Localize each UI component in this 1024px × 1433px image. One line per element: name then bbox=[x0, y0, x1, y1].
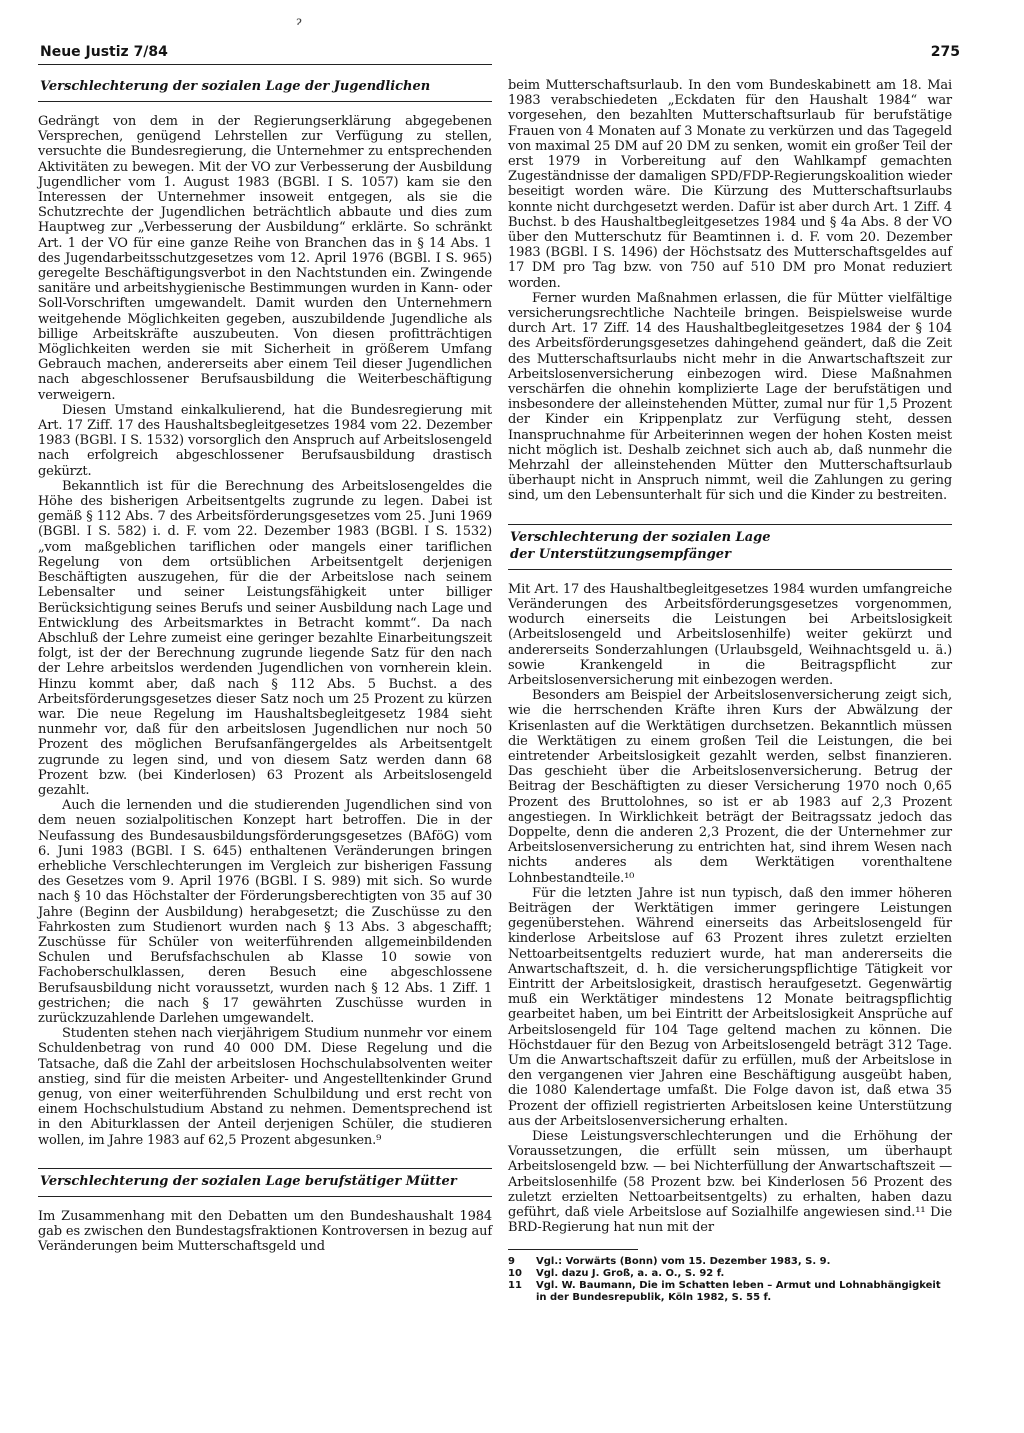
left-column bbox=[38, 74, 492, 1254]
footnote bbox=[508, 1256, 952, 1268]
section-heading-youth: Verschlechterung der sozialen Lage der Jugendlichen bbox=[38, 74, 492, 102]
paragraph: Besonders am Beispiel der Arbeitslosenversicherung zeigt sich, wie die herrschenden Kräfte ihren Kurs der Abwälzung der Krisenlasten auf die Werktätigen durchsetzen. Bekanntlich müssen die Werktätigen zu einem großen Teil die Leistungen, die bei eintretender Arbeitslosigkeit gezahlt werden, selbst finanzieren. Das geschieht über die Arbeitslosenversicherung. Betrug der Beitrag der Beschäftigten zu dieser Versicherung 1970 noch 0,65 Prozent des Bruttolohnes, so ist er ab 1983 auf 2,3 Prozent angestiegen. In Wirklichkeit beträgt der Beitragssatz jedoch das Doppelte, denn die anderen 2,3 Prozent, die der Unternehmer zur Arbeitslosenversicherung zu entrichten hat, sind ihrem Wesen nach nichts anderes als dem Werktätigen vorenthaltene Lohnbestandteile.¹⁰ bbox=[508, 688, 952, 886]
paragraph: Im Zusammenhang mit den Debatten um den Bundeshaushalt 1984 gab es zwischen den Bundestagsfraktionen Kontroversen in bezug auf Veränderungen beim Mutterschaftsgeld und bbox=[38, 1208, 492, 1255]
paragraph: Für die letzten Jahre ist nun typisch, daß den immer höheren Beiträgen der Werktätigen immer geringere Leistungen gegenüberstehen. Während einerseits das Arbeitslosengeld für kinderlose Arbeitslose auf 63 Prozent ihres zuletzt erzielten Nettoarbeitsentgelts reduziert wurde, hat man andererseits die Anwartschaftszeit, d. h. die versicherungspflichtige Tätigkeit vor Eintritt der Arbeitslosigkeit, drastisch heraufgesetzt. Gegenwärtig muß ein Werktätiger mindestens 12 Monate beitragspflichtig gearbeitet haben, um bei Eintritt der Arbeitslosigkeit Ansprüche auf Arbeitslosengeld für 104 Tage geltend machen zu können. Die Höchstdauer für den Bezug von Arbeitslosengeld beträgt 312 Tage. Um die Anwartschaftszeit dafür zu erfüllen, muß der Arbeitslose in den vergangenen vier Jahren eine Beschäftigung ausgeübt haben, die 1080 Kalendertage umfaßt. Die Folge davon ist, daß etwa 35 Prozent der offiziell registrierten Arbeitslosen keine Unterstützung aus der Arbeitslosenversicherung erhalten. bbox=[508, 885, 952, 1129]
paragraph: beim Mutterschaftsurlaub. In den vom Bundeskabinett am 18. Mai 1983 verabschiedeten „Eckdaten für den Haushalt 1984“ war vorgesehen, den bezahlten Mutterschaftsurlaub für berufstätige Frauen von 4 Monaten auf 3 Monate zu verkürzen und das Tagegeld von maximal 25 DM auf 20 DM zu senken, womit ein großer Teil der erst 1979 in Vorbereitung auf den Wahlkampf gemachten Zugeständnisse der damaligen SPD/FDP-Regierungskoalition wieder beseitigt worden wäre. Die Kürzung des Mutterschaftsurlaubs konnte nicht durchgesetzt werden. Dafür ist aber durch Art. 1 Ziff. 4 Buchst. b des Haushaltbegleitgesetzes 1984 und § 4a Abs. 8 der VO über den Mutterschutz für Beamtinnen i. d. F. vom 20. Dezember 1983 (BGBl. I S. 1496) der Höchstsatz des Mutterschaftsgeldes auf 17 DM pro Tag bzw. von 750 auf 510 DM pro Monat reduziert worden. bbox=[508, 78, 952, 291]
paragraph: Ferner wurden Maßnahmen erlassen, die für Mütter vielfältige versicherungsrechtliche Nachteile bringen. Beispielsweise wurde durch Art. 17 Ziff. 14 des Haushaltbegleitgesetzes 1984 der § 104 des Arbeitsförderungsgesetzes dahingehend geändert, daß die Zeit des Mutterschaftsurlaubs nicht mehr in die Anwartschaftszeit zur Arbeitslosenversicherung einbezogen wird. Diese Maßnahmen verschärfen die ohnehin komplizierte Lage der berufstätigen und insbesondere der alleinstehenden Mütter, zumal nur für 1,5 Prozent der Kinder ein Krippenplatz zur Verfügung steht, dessen Inanspruchnahme für Arbeiterinnen wegen der hohen Kosten meist nicht möglich ist. Deshalb zeichnet sich auch ab, daß nunmehr die Mehrzahl der alleinstehenden Mütter den Mutterschaftsurlaub überhaupt nicht in Anspruch nimmt, weil die Zahlungen zu gering sind, um den Lebensunterhalt für sich und die Kinder zu bestreiten. bbox=[508, 290, 952, 504]
section-heading-mothers: Verschlechterung der sozialen Lage berufstätiger Mütter bbox=[38, 1168, 492, 1197]
footnote-text: Vgl.: Vorwärts (Bonn) vom 15. Dezember 1983, S. 9. bbox=[536, 1256, 831, 1268]
footnote-number: 9 bbox=[508, 1256, 515, 1268]
paragraph: Gedrängt von dem in der Regierungserklärung abgegebenen Versprechen, genügend Lehrstellen zur Verfügung zu stellen, versuchte die Bundesregierung, die Unternehmer zu entsprechenden Aktivitäten zu bewegen. Mit der VO zur Verbesserung der Ausbildung Jugendlicher vom 1. August 1983 (BGBl. I S. 1057) kam sie den Interessen der Unternehmer insoweit entgegen, als sie die Schutzrechte der Jugendlichen beträchtlich abbaute und dies zum Hauptweg zur „Verbesserung der Ausbildung“ erklärte. So schränkt Art. 1 der VO für eine ganze Reihe von Branchen das in § 14 Abs. 1 des Jugendarbeitsschutzgesetzes vom 12. April 1976 (BGBl. I S. 965) geregelte Beschäftigungsverbot in den Nachtstunden ein. Zwingende sanitäre und arbeitshygienische Bestimmungen wurden in Kann- oder Soll-Vorschriften umgewandelt. Damit wurden den Unternehmern weitgehende Möglichkeiten gegeben, auszubildende Jugendliche als billige Arbeitskräfte auszubeuten. Von diesen profitträchtigen Möglichkeiten werden sie mit Sicherheit in größerem Umfang Gebrauch machen, andererseits aber einem Teil dieser Jugendlichen nach abgeschlossener Berufsausbildung die Weiterbeschäftigung verweigern. bbox=[38, 114, 492, 403]
footnote-number: 10 bbox=[508, 1268, 522, 1280]
section-heading-line: Verschlechterung der sozialen Lage bbox=[510, 529, 771, 545]
scan-mark: ɂ bbox=[296, 14, 302, 28]
paragraph: Diesen Umstand einkalkulierend, hat die Bundesregierung mit Art. 17 Ziff. 17 des Haushaltsbegleitgesetzes 1984 vom 22. Dezember 1983 (BGBl. I S. 1532) vorsorglich den Anspruch auf Arbeitslosengeld nach erfolgreich abgeschlossener Berufsausbildung drastisch gekürzt. bbox=[38, 402, 492, 479]
section-heading-benefit-recipients bbox=[508, 524, 952, 570]
section-heading-line: der Unterstützungsempfänger bbox=[510, 546, 731, 562]
paragraph: Bekanntlich ist für die Berechnung des Arbeitslosengeldes die Höhe des bisherigen Arbeitsentgelts zugrunde zu legen. Dabei ist gemäß § 112 Abs. 7 des Arbeitsförderungsgesetzes vom 25. Juni 1969 (BGBl. I S. 582) i. d. F. vom 22. Dezember 1983 (BGBl. I S. 1532) „vom maßgeblichen tariflichen oder mangels einer tariflichen Regelung von dem ortsüblichen Arbeitsentgelt derjenigen Beschäftigten auszugehen, für die der Arbeitslose nach seinem Lebensalter und seiner Leistungsfähigkeit unter billiger Berücksichtigung seines Berufs und seiner Ausbildung nach Lage und Entwicklung des Arbeitsmarktes in Betracht kommt“. Da nach Abschluß der Lehre zumeist eine geringer bezahlte Einarbeitungszeit folgt, ist der der Berechnung zugrunde liegende Satz für den nach der Lehre arbeitslos werdenden Jugendlichen von vornherein klein. Hinzu kommt aber, daß nach § 112 Abs. 5 Buchst. a des Arbeitsförderungsgesetzes dieser Satz noch um 25 Prozent zu kürzen war. Die neue Regelung im Haushaltsbegleitgesetz 1984 sieht nunmehr vor, daß für den arbeitslosen Jugendlichen nur noch 50 Prozent des möglichen Berufsanfängergeldes als Arbeitsentgelt zugrunde zu legen sind, und von diesem Satz werden dann 68 Prozent bzw. (bei Kinderlosen) 63 Prozent als Arbeitslosengeld gezahlt. bbox=[38, 478, 492, 798]
footnote-rule bbox=[508, 1249, 638, 1250]
footnote-text: Vgl. W. Baumann, Die im Schatten leben – Armut und Lohnabhängigkeit in der Bundesrepublik, Köln 1982, S. 55 f. bbox=[536, 1280, 941, 1304]
footnote bbox=[508, 1268, 952, 1280]
header-rule bbox=[38, 64, 492, 65]
paragraph: Auch die lernenden und die studierenden Jugendlichen sind von dem neuen sozialpolitischen Konzept hart betroffen. Die in der Neufassung des Bundesausbildungsförderungsgesetzes (BAföG) vom 6. Juni 1983 (BGBl. I S. 645) enthaltenen Veränderungen bringen erhebliche Verschlechterungen im Vergleich zur bisherigen Fassung des Gesetzes vom 9. April 1976 (BGBl. I S. 989) mit sich. So wurde nach § 10 das Höchstalter der Förderungsberechtigten von 35 auf 30 Jahre (Beginn der Ausbildung) herabgesetzt; die Zuschüsse zu den Fahrkosten zum Studienort wurden nach § 13 Abs. 3 abgeschafft; Zuschüsse für Schüler von weiterführenden allgemeinbildenden Schulen und Berufsfachschulen ab Klasse 10 sowie von Fachoberschulklassen, deren Besuch eine abgeschlossene Berufsausbildung nicht voraussetzt, wurden nach § 12 Abs. 1 Ziff. 1 gestrichen; die nach § 17 gewährten Zuschüsse wurden in zurückzuzahlende Darlehen umgewandelt. bbox=[38, 798, 492, 1026]
paragraph: Studenten stehen nach vierjährigem Studium nunmehr vor einem Schuldenbetrag von rund 40 000 DM. Diese Regelung und die Tatsache, daß die Zahl der arbeitslosen Hochschulabsolventen weiter anstieg, sind für die meisten Arbeiter- und Angestelltenkinder Grund genug, von einer weiterführenden Schulbildung und erst recht von einem Hochschulstudium Abstand zu nehmen. Dementsprechend ist in den Abiturklassen der Anteil derjenigen Schüler, die studieren wollen, im Jahre 1983 auf 62,5 Prozent abgesunken.⁹ bbox=[38, 1026, 492, 1148]
footnote-text: Vgl. dazu J. Groß, a. a. O., S. 92 f. bbox=[536, 1268, 725, 1280]
paragraph: Diese Leistungsverschlechterungen und die Erhöhung der Voraussetzungen, die erfüllt sein müssen, um überhaupt Arbeitslosengeld bzw. — bei Nichterfüllung der Anwartschaftszeit — Arbeitslosenhilfe (58 Prozent bzw. bei Kinderlosen 56 Prozent des zuletzt erzielten Nettoarbeitsentgelts) zu erhalten, haben dazu geführt, daß viele Arbeitslose auf Sozialhilfe angewiesen sind.¹¹ Die BRD-Regierung hat nun mit der bbox=[508, 1129, 952, 1236]
footnote bbox=[508, 1280, 952, 1304]
right-column bbox=[508, 78, 952, 1304]
page-number: 275 bbox=[930, 44, 960, 60]
journal-title: Neue Justiz 7/84 bbox=[40, 44, 168, 60]
paragraph: Mit Art. 17 des Haushaltbegleitgesetzes 1984 wurden umfangreiche Veränderungen des Arbeitsförderungsgesetzes vorgenommen, wodurch einerseits die Leistungen bei Arbeitslosigkeit (Arbeitslosengeld und Arbeitslosenhilfe) weiter gekürzt und andererseits Sonderzahlungen (Urlaubsgeld, Weihnachtsgeld u. ä.) sowie Krankengeld in die Beitragspflicht zur Arbeitslosenversicherung mit einbezogen werden. bbox=[508, 581, 952, 688]
footnote-number: 11 bbox=[508, 1280, 522, 1292]
